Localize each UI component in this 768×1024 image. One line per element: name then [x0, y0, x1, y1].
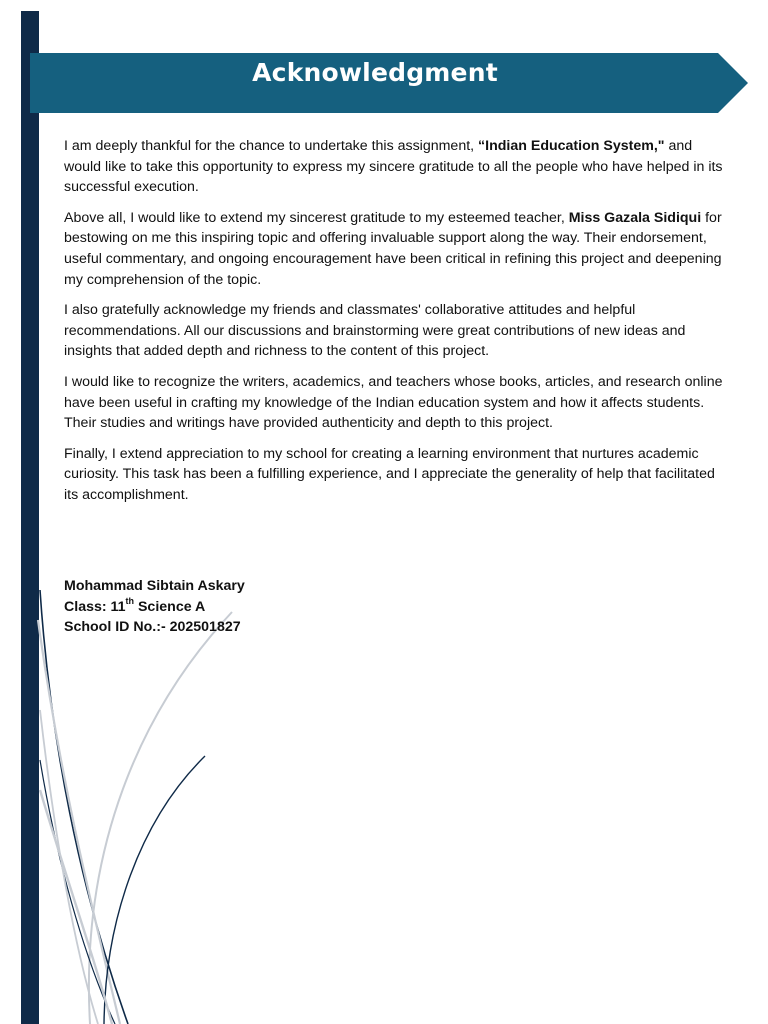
paragraph-1-text-a: I am deeply thankful for the chance to undertake this assignment,	[64, 138, 479, 154]
paragraph-1	[64, 136, 724, 198]
student-name: Mohammad Sibtain Askary	[64, 578, 245, 594]
paragraph-2-text-c: for bestowing on me this inspiring topic and offering invaluable support along the way. Their endorsement, useful commentary, and ongoing encouragement have been critical in refining this project and deepening my comprehension of the topic.	[64, 209, 722, 288]
paragraph-4: I would like to recognize the writers, academics, and teachers whose books, articles, and research online have been useful in crafting my knowledge of the Indian education system and how it affects students. Their studies and writings have provided authenticity and depth to this project.	[64, 373, 723, 432]
paragraph-2	[64, 208, 724, 290]
paragraph-3: I also gratefully acknowledge my friends and classmates' collaborative attitudes and helpful recommendations. All our discussions and brainstorming were great contributions of new ideas and insights that added depth and richness to the content of this project.	[64, 302, 686, 360]
assignment-title: “Indian Education System,"	[478, 138, 665, 154]
class-prefix: Class: 11	[64, 598, 126, 615]
school-id: School ID No.:- 202501827	[64, 619, 241, 636]
class-superscript: th	[125, 595, 135, 606]
student-class	[64, 597, 464, 618]
acknowledgment-body	[64, 136, 724, 516]
title-banner	[30, 53, 748, 113]
paragraph-5: Finally, I extend appreciation to my school for creating a learning environment that nurtures academic curiosity. This task has been a fulfilling experience, and I appreciate the generality of help that facilitated its accomplishment.	[64, 445, 715, 503]
class-suffix: Science A	[134, 598, 206, 615]
paragraph-1-text-c: and would like to take this opportunity to express my sincere gratitude to all the people who have helped in its successful execution.	[64, 138, 723, 196]
page-title: Acknowledgment	[252, 58, 498, 87]
teacher-name: Miss Gazala Sidiqui	[568, 209, 702, 226]
signature-block	[64, 576, 464, 638]
paragraph-2-text-a: Above all, I would like to extend my sincerest gratitude to my esteemed teacher,	[64, 209, 569, 226]
